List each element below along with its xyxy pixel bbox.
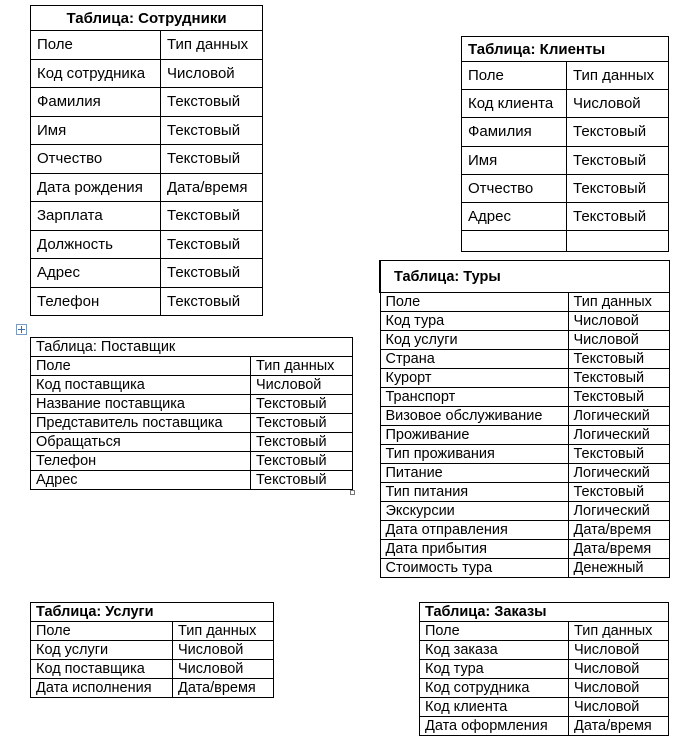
header-cell-field[interactable]: Поле — [420, 622, 569, 641]
field-name-cell[interactable]: Тип проживания — [380, 445, 568, 464]
table-row — [380, 350, 669, 369]
services-table — [30, 602, 274, 698]
suppliers-table-body — [31, 338, 353, 490]
data-type-cell[interactable]: Текстовый — [251, 452, 353, 471]
field-name-cell[interactable]: Дата оформления — [420, 717, 569, 736]
field-name-cell[interactable]: Отчество — [31, 145, 161, 174]
field-name-cell[interactable]: Курорт — [380, 369, 568, 388]
data-type-cell[interactable]: Текстовый — [161, 116, 263, 145]
field-name-cell[interactable]: Должность — [31, 230, 161, 259]
data-type-cell[interactable]: Текстовый — [161, 230, 263, 259]
data-type-cell[interactable]: Числовой — [161, 59, 263, 88]
table-title-row — [380, 261, 669, 293]
header-cell-field[interactable]: Поле — [380, 293, 568, 312]
table-title-row — [31, 603, 274, 622]
field-name-cell[interactable]: Дата исполнения — [31, 679, 173, 698]
table-row — [31, 679, 274, 698]
field-name-cell[interactable]: Стоимость тура — [380, 559, 568, 578]
field-name-cell[interactable]: Транспорт — [380, 388, 568, 407]
suppliers-table-title[interactable]: Таблица: Поставщик — [31, 338, 353, 357]
data-type-cell[interactable]: Текстовый — [161, 259, 263, 288]
table-row — [31, 230, 263, 259]
table-row — [380, 502, 669, 521]
table-row — [31, 116, 263, 145]
table-row — [31, 287, 263, 316]
table-row — [31, 395, 353, 414]
table-row — [380, 369, 669, 388]
data-type-cell[interactable]: Дата/время — [568, 540, 669, 559]
field-name-cell[interactable]: Визовое обслуживание — [380, 407, 568, 426]
header-cell-field[interactable]: Поле — [31, 31, 161, 60]
data-type-cell[interactable]: Числовой — [569, 698, 669, 717]
employees-table — [30, 5, 263, 316]
data-type-cell[interactable]: Текстовый — [568, 350, 669, 369]
table-row — [420, 698, 669, 717]
data-type-cell[interactable]: Дата/время — [569, 717, 669, 736]
table-row — [462, 146, 669, 174]
table-row — [380, 407, 669, 426]
field-name-cell[interactable]: Питание — [380, 464, 568, 483]
header-cell-type[interactable]: Тип данных — [568, 293, 669, 312]
data-type-cell[interactable]: Числовой — [568, 331, 669, 350]
field-name-cell[interactable]: Имя — [462, 146, 567, 174]
table-row — [380, 464, 669, 483]
data-type-cell[interactable]: Логический — [568, 502, 669, 521]
field-name-cell[interactable]: Страна — [380, 350, 568, 369]
table-row — [31, 414, 353, 433]
table-row — [462, 174, 669, 202]
table-row — [420, 660, 669, 679]
data-type-cell[interactable]: Текстовый — [567, 146, 669, 174]
table-header-row — [31, 31, 263, 60]
header-cell-type[interactable]: Тип данных — [567, 62, 669, 90]
field-name-cell[interactable]: Отчество — [462, 174, 567, 202]
data-type-cell[interactable]: Текстовый — [161, 287, 263, 316]
table-header-row — [462, 62, 669, 90]
table-row — [380, 559, 669, 578]
header-cell-type[interactable]: Тип данных — [569, 622, 669, 641]
field-name-cell[interactable]: Дата прибытия — [380, 540, 568, 559]
field-name-cell[interactable]: Дата отправления — [380, 521, 568, 540]
data-type-cell[interactable]: Дата/время — [568, 521, 669, 540]
field-name-cell[interactable]: Код заказа — [420, 641, 569, 660]
field-name-cell[interactable]: Код клиента — [462, 90, 567, 118]
data-type-cell[interactable]: Текстовый — [568, 388, 669, 407]
header-cell-type[interactable]: Тип данных — [251, 357, 353, 376]
table-title-row — [31, 6, 263, 31]
clients-table — [461, 36, 669, 252]
orders-table-title[interactable]: Таблица: Заказы — [420, 603, 669, 622]
table-row — [31, 376, 353, 395]
header-cell-type[interactable]: Тип данных — [161, 31, 263, 60]
field-name-cell[interactable]: Представитель поставщика — [31, 414, 251, 433]
data-type-cell[interactable]: Текстовый — [161, 88, 263, 117]
table-header-row — [420, 622, 669, 641]
field-name-cell[interactable]: Название поставщика — [31, 395, 251, 414]
clients-table-title[interactable]: Таблица: Клиенты — [462, 37, 669, 62]
employees-table-body — [31, 6, 263, 316]
table-row — [380, 445, 669, 464]
table-header-row — [380, 293, 669, 312]
field-name-cell[interactable]: Телефон — [31, 452, 251, 471]
tours-table-body — [380, 261, 669, 578]
field-name-cell[interactable]: Проживание — [380, 426, 568, 445]
empty-cell[interactable] — [567, 231, 669, 252]
suppliers-table — [30, 337, 353, 490]
data-type-cell[interactable]: Текстовый — [161, 202, 263, 231]
field-name-cell[interactable]: Тип питания — [380, 483, 568, 502]
table-row — [31, 173, 263, 202]
table-row — [380, 388, 669, 407]
table-row — [462, 90, 669, 118]
table-row — [380, 426, 669, 445]
table-title-row — [31, 338, 353, 357]
data-type-cell[interactable]: Числовой — [569, 641, 669, 660]
table-row — [380, 540, 669, 559]
header-cell-field[interactable]: Поле — [31, 622, 173, 641]
data-type-cell[interactable]: Числовой — [173, 641, 274, 660]
table-row — [380, 331, 669, 350]
field-name-cell[interactable]: Код поставщика — [31, 376, 251, 395]
data-type-cell[interactable]: Текстовый — [251, 414, 353, 433]
field-name-cell[interactable]: Адрес — [31, 259, 161, 288]
table-move-handle-icon[interactable] — [16, 324, 27, 335]
table-row — [380, 483, 669, 502]
table-row — [462, 202, 669, 230]
field-name-cell[interactable]: Имя — [31, 116, 161, 145]
table-row — [31, 471, 353, 490]
data-type-cell[interactable]: Денежный — [568, 559, 669, 578]
table-row — [31, 660, 274, 679]
header-cell-type[interactable]: Тип данных — [173, 622, 274, 641]
field-name-cell[interactable]: Код услуги — [31, 641, 173, 660]
data-type-cell[interactable]: Логический — [568, 407, 669, 426]
table-row-empty — [462, 231, 669, 252]
table-row — [31, 259, 263, 288]
field-name-cell[interactable]: Зарплата — [31, 202, 161, 231]
table-row — [420, 679, 669, 698]
table-row — [31, 88, 263, 117]
table-row — [380, 521, 669, 540]
table-row — [31, 59, 263, 88]
data-type-cell[interactable]: Логический — [568, 464, 669, 483]
table-resize-handle[interactable] — [350, 490, 355, 495]
table-row — [31, 452, 353, 471]
field-name-cell[interactable]: Код услуги — [380, 331, 568, 350]
field-name-cell[interactable]: Дата рождения — [31, 173, 161, 202]
data-type-cell[interactable]: Текстовый — [568, 445, 669, 464]
services-table-body — [31, 603, 274, 698]
data-type-cell[interactable]: Текстовый — [251, 471, 353, 490]
table-row — [420, 641, 669, 660]
field-name-cell[interactable]: Код поставщика — [31, 660, 173, 679]
field-name-cell[interactable]: Фамилия — [31, 88, 161, 117]
table-row — [420, 717, 669, 736]
header-cell-field[interactable]: Поле — [462, 62, 567, 90]
data-type-cell[interactable]: Текстовый — [567, 202, 669, 230]
orders-table — [419, 602, 669, 736]
data-type-cell[interactable]: Текстовый — [567, 118, 669, 146]
field-name-cell[interactable]: Адрес — [31, 471, 251, 490]
services-table-title[interactable]: Таблица: Услуги — [31, 603, 274, 622]
data-type-cell[interactable]: Числовой — [569, 660, 669, 679]
data-type-cell[interactable]: Текстовый — [161, 145, 263, 174]
data-type-cell[interactable]: Дата/время — [173, 679, 274, 698]
data-type-cell[interactable]: Числовой — [569, 679, 669, 698]
clients-table-body — [462, 37, 669, 252]
field-name-cell[interactable]: Фамилия — [462, 118, 567, 146]
data-type-cell[interactable]: Числовой — [568, 312, 669, 331]
table-row — [462, 118, 669, 146]
data-type-cell[interactable]: Текстовый — [568, 369, 669, 388]
data-type-cell[interactable]: Логический — [568, 426, 669, 445]
table-row — [31, 145, 263, 174]
tours-table — [379, 260, 670, 578]
table-title-row — [420, 603, 669, 622]
field-name-cell[interactable]: Код тура — [420, 660, 569, 679]
data-type-cell[interactable]: Числовой — [567, 90, 669, 118]
empty-cell[interactable] — [462, 231, 567, 252]
data-type-cell[interactable]: Текстовый — [251, 395, 353, 414]
field-name-cell[interactable]: Адрес — [462, 202, 567, 230]
data-type-cell[interactable]: Текстовый — [251, 433, 353, 452]
tours-table-title[interactable]: Таблица: Туры — [380, 261, 669, 293]
field-name-cell[interactable]: Телефон — [31, 287, 161, 316]
table-header-row — [31, 622, 274, 641]
table-row — [31, 641, 274, 660]
header-cell-field[interactable]: Поле — [31, 357, 251, 376]
table-row — [31, 202, 263, 231]
employees-table-title[interactable]: Таблица: Сотрудники — [31, 6, 263, 31]
field-name-cell[interactable]: Обращаться — [31, 433, 251, 452]
field-name-cell[interactable]: Код клиента — [420, 698, 569, 717]
table-title-row — [462, 37, 669, 62]
data-type-cell[interactable]: Числовой — [251, 376, 353, 395]
table-row — [380, 312, 669, 331]
field-name-cell[interactable]: Код сотрудника — [31, 59, 161, 88]
table-row — [31, 433, 353, 452]
table-header-row — [31, 357, 353, 376]
orders-table-body — [420, 603, 669, 736]
data-type-cell[interactable]: Числовой — [173, 660, 274, 679]
data-type-cell[interactable]: Текстовый — [568, 483, 669, 502]
data-type-cell[interactable]: Текстовый — [567, 174, 669, 202]
field-name-cell[interactable]: Код тура — [380, 312, 568, 331]
field-name-cell[interactable]: Код сотрудника — [420, 679, 569, 698]
field-name-cell[interactable]: Экскурсии — [380, 502, 568, 521]
data-type-cell[interactable]: Дата/время — [161, 173, 263, 202]
